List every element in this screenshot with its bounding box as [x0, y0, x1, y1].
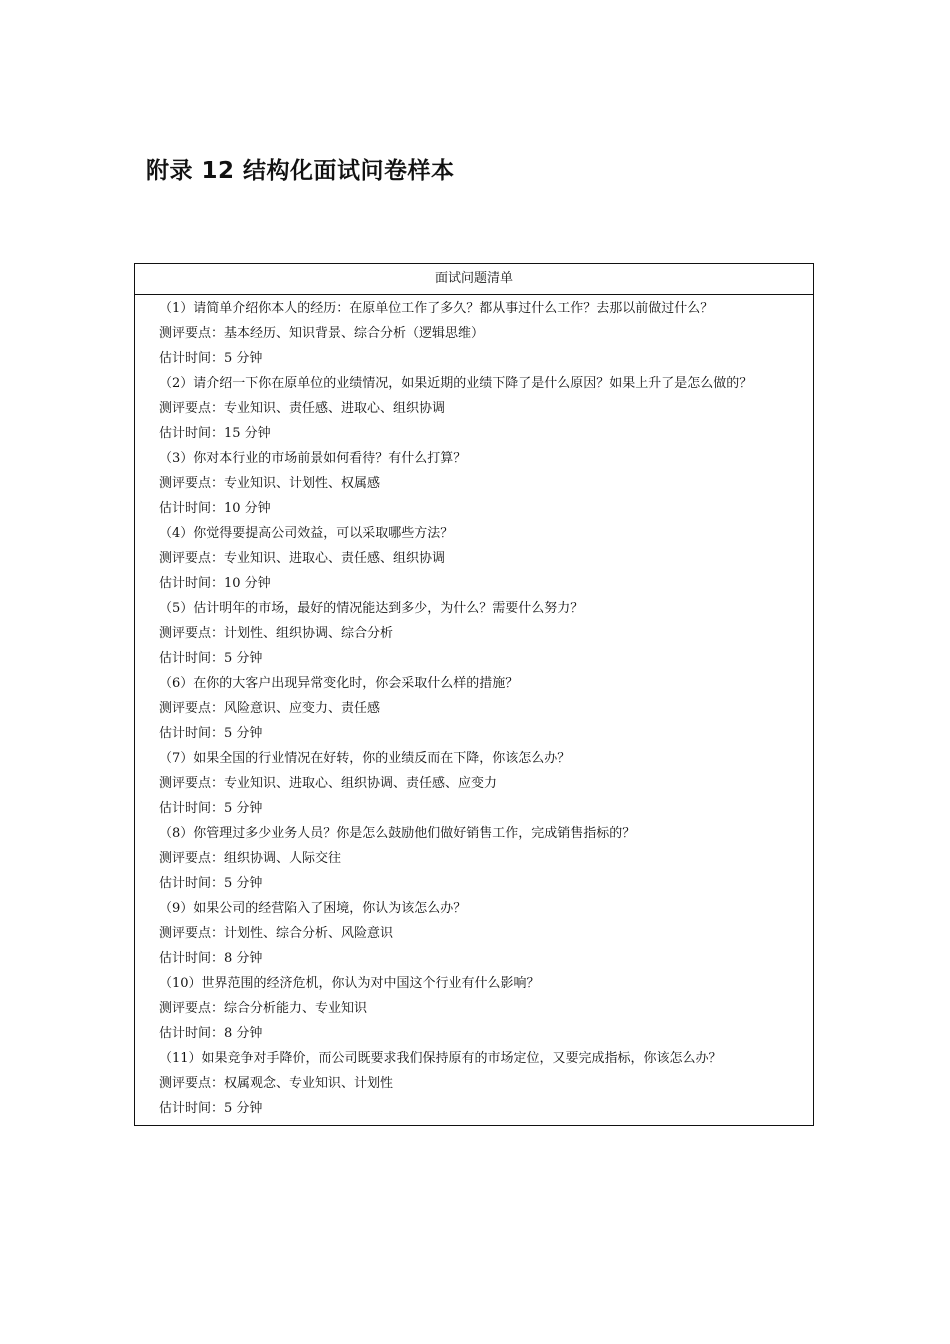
page-title: 附录 12 结构化面试问卷样本 [146, 158, 455, 184]
table-body [135, 295, 813, 1125]
question-text: （2）请介绍一下你在原单位的业绩情况，如果近期的业绩下降了是什么原因？如果上升了是怎么做的？ [159, 376, 753, 391]
estimated-time: 估计时间：10 分钟 [159, 501, 271, 516]
question-item-6 [145, 671, 803, 746]
question-item-1 [145, 296, 803, 371]
question-item-9 [145, 896, 803, 971]
question-text: （11）如果竞争对手降价，而公司既要求我们保持原有的市场定位，又要完成指标，你该怎么办？ [159, 1051, 722, 1066]
estimated-time: 估计时间：5 分钟 [159, 1101, 263, 1116]
assessment-points: 测评要点：计划性、综合分析、风险意识 [159, 926, 394, 941]
question-text: （6）在你的大客户出现异常变化时，你会采取什么样的措施？ [159, 676, 519, 691]
question-text: （5）估计明年的市场，最好的情况能达到多少，为什么？需要什么努力？ [159, 601, 584, 616]
question-text: （3）你对本行业的市场前景如何看待？有什么打算？ [159, 451, 467, 466]
question-item-11 [145, 1046, 803, 1121]
estimated-time: 估计时间：5 分钟 [159, 801, 263, 816]
question-item-10 [145, 971, 803, 1046]
question-item-4 [145, 521, 803, 596]
estimated-time: 估计时间：8 分钟 [159, 951, 263, 966]
table-header: 面试问题清单 [135, 264, 813, 295]
estimated-time: 估计时间：10 分钟 [159, 576, 271, 591]
question-item-5 [145, 596, 803, 671]
estimated-time: 估计时间：5 分钟 [159, 876, 263, 891]
question-text: （9）如果公司的经营陷入了困境，你认为该怎么办？ [159, 901, 467, 916]
assessment-points: 测评要点：基本经历、知识背景、综合分析（逻辑思维） [159, 326, 485, 341]
question-text: （10）世界范围的经济危机，你认为对中国这个行业有什么影响？ [159, 976, 540, 991]
question-text: （7）如果全国的行业情况在好转，你的业绩反而在下降，你该怎么办？ [159, 751, 571, 766]
assessment-points: 测评要点：专业知识、责任感、进取心、组织协调 [159, 401, 446, 416]
estimated-time: 估计时间：5 分钟 [159, 651, 263, 666]
question-text: （1）请简单介绍你本人的经历：在原单位工作了多久？都从事过什么工作？去那以前做过什么？ [159, 301, 714, 316]
assessment-points: 测评要点：计划性、组织协调、综合分析 [159, 626, 394, 641]
estimated-time: 估计时间：15 分钟 [159, 426, 271, 441]
assessment-points: 测评要点：风险意识、应变力、责任感 [159, 701, 381, 716]
question-item-2 [145, 371, 803, 446]
question-item-3 [145, 446, 803, 521]
assessment-points: 测评要点：组织协调、人际交往 [159, 851, 342, 866]
question-item-7 [145, 746, 803, 821]
estimated-time: 估计时间：5 分钟 [159, 351, 263, 366]
question-item-8 [145, 821, 803, 896]
question-text: （4）你觉得要提高公司效益，可以采取哪些方法？ [159, 526, 454, 541]
assessment-points: 测评要点：综合分析能力、专业知识 [159, 1001, 368, 1016]
interview-questions-table [134, 263, 814, 1126]
estimated-time: 估计时间：5 分钟 [159, 726, 263, 741]
assessment-points: 测评要点：专业知识、进取心、责任感、组织协调 [159, 551, 446, 566]
assessment-points: 测评要点：专业知识、进取心、组织协调、责任感、应变力 [159, 776, 498, 791]
assessment-points: 测评要点：专业知识、计划性、权属感 [159, 476, 381, 491]
estimated-time: 估计时间：8 分钟 [159, 1026, 263, 1041]
assessment-points: 测评要点：权属观念、专业知识、计划性 [159, 1076, 394, 1091]
question-text: （8）你管理过多少业务人员？你是怎么鼓励他们做好销售工作，完成销售指标的？ [159, 826, 636, 841]
